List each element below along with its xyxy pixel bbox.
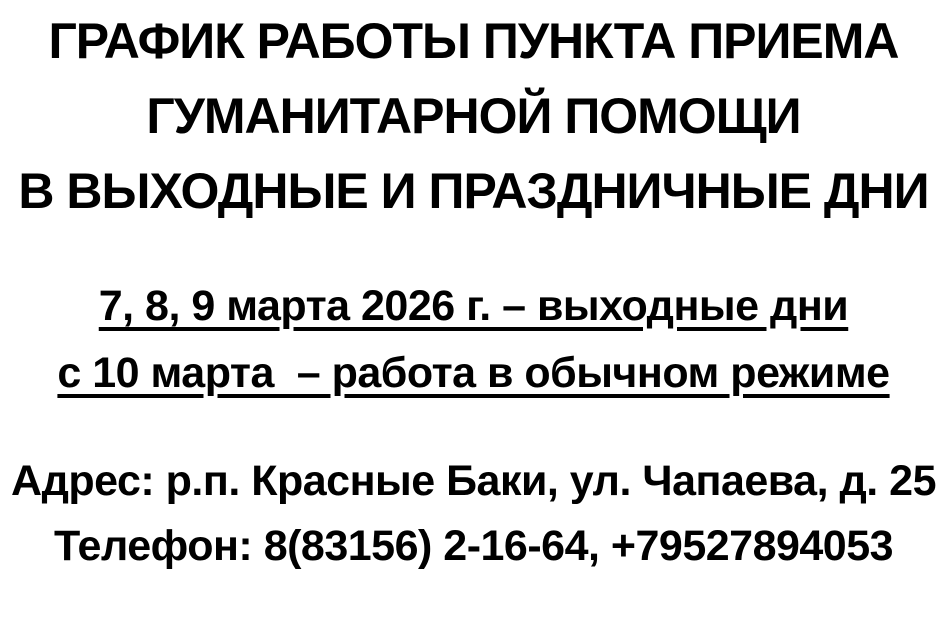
schedule-normal-mode: с 10 марта – работа в обычном режиме	[57, 349, 890, 397]
address-line: Адрес: р.п. Красные Баки, ул. Чапаева, д. 25	[11, 457, 936, 505]
phone-line: Телефон: 8(83156) 2-16-64, +79527894053	[53, 522, 894, 570]
holiday-schedule	[0, 273, 947, 407]
title-line-1: ГРАФИК РАБОТЫ ПУНКТА ПРИЕМА	[48, 13, 899, 69]
contacts	[0, 449, 947, 579]
title-line-3: В ВЫХОДНЫЕ И ПРАЗДНИЧНЫЕ ДНИ	[18, 163, 929, 219]
schedule-weekend-days: 7, 8, 9 марта 2026 г. – выходные дни	[98, 282, 849, 330]
notice-title	[0, 0, 947, 229]
title-line-2: ГУМАНИТАРНОЙ ПОМОЩИ	[146, 88, 801, 144]
